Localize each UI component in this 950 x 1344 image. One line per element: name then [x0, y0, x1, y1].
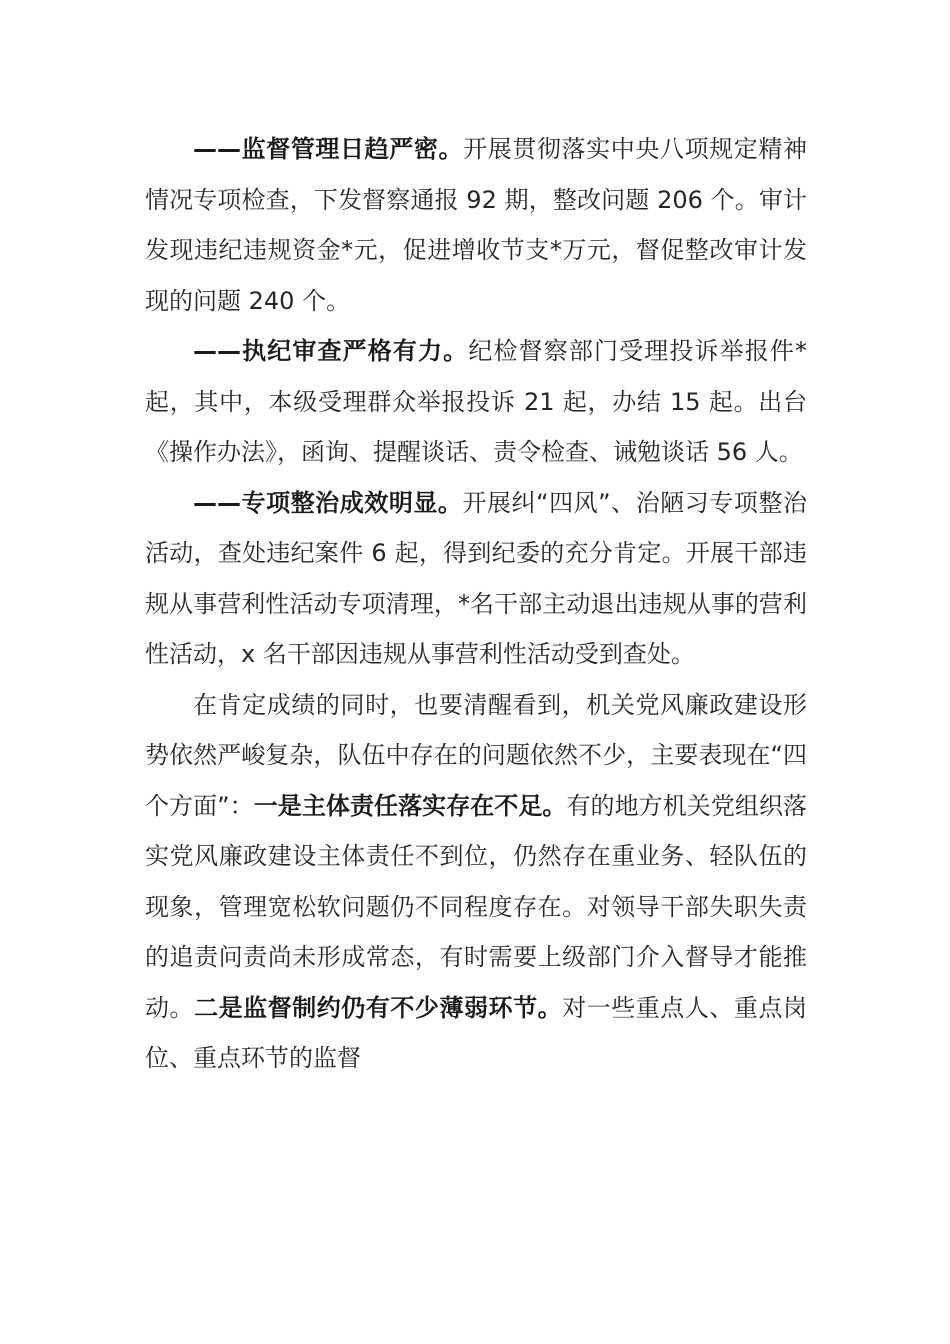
problem-one-heading: 一是主体责任落实存在不足。	[253, 791, 567, 820]
paragraph-heading: ——监督管理日趋严密。	[193, 135, 464, 163]
paragraph-text: 开展贯彻落实中央八项规定精神情况专项检查，下发督察通报 92 期，整改问题 206 个。审计发现违纪违规资金*元，促进增收节支*万元，督促整改审计发现的问题 240 个。	[145, 135, 808, 315]
paragraph-intro: 在肯定成绩的同时，也要清醒看到，机关党风廉政建设形势依然严峻复杂，队伍中存在的问题依然不少，主要表现在“四个方面”：	[145, 690, 807, 820]
paragraph-supervision	[145, 124, 807, 326]
paragraph-discipline	[145, 326, 807, 478]
paragraph-heading: ——专项整治成效明显。	[193, 488, 463, 517]
paragraph-rectification	[145, 478, 807, 680]
document-body	[145, 124, 807, 1084]
problem-two-heading: 二是监督制约仍有不少薄弱环节。	[194, 993, 563, 1022]
paragraph-text: 开展纠“四风”、治陋习专项整治活动，查处违纪案件 6 起，得到纪委的充分肯定。开展干部违规从事营利性活动专项清理，*名干部主动退出违规从事的营利性活动，x 名干部因违规从事营利性活动受到查处。	[145, 488, 807, 668]
paragraph-problems	[145, 680, 807, 1084]
paragraph-heading: ——执纪审查严格有力。	[193, 337, 469, 365]
problem-one-text: 有的地方机关党组织落实党风廉政建设主体责任不到位，仍然存在重业务、轻队伍的现象，管理宽松软问题仍不同程度存在。对领导干部失职失责的追责问责尚未形成常态，有时需要上级部门介入督导才能推动。	[145, 791, 808, 1022]
paragraph-text: 纪检督察部门受理投诉举报件*起，其中，本级受理群众举报投诉 21 起，办结 15 起。出台《操作办法》，函询、提醒谈话、责令检查、诫勉谈话 56 人。	[145, 337, 808, 466]
problem-two-text: 对一些重点人、重点岗位、重点环节的监督	[145, 993, 808, 1072]
